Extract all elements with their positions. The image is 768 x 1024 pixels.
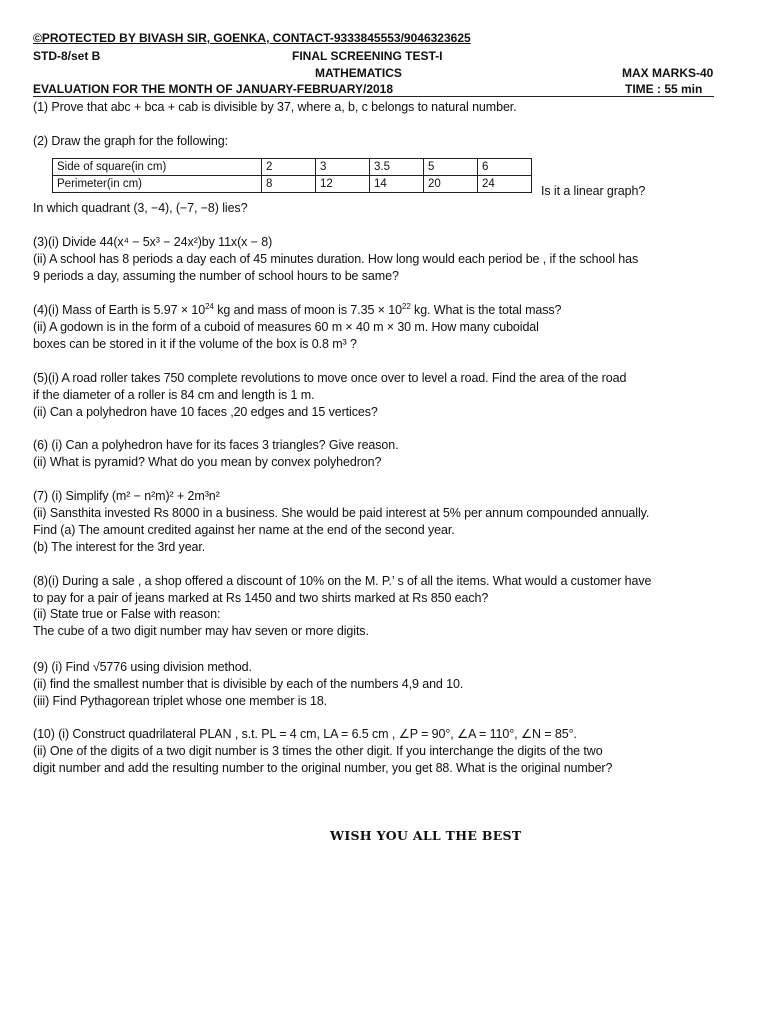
question-9-iii: (iii) Find Pythagorean triplet whose one member is 18. [33, 694, 328, 708]
header-divider [33, 96, 714, 97]
question-4-ii-cont: boxes can be stored in it if the volume of the box is 0.8 m³ ? [33, 337, 357, 351]
question-3-ii: (ii) A school has 8 periods a day each of 45 minutes duration. How long would each period be , if the school has [33, 252, 639, 266]
question-3-i: (3)(i) Divide 44(x⁴ − 5x³ − 24x²)by 11x(x − 8) [33, 235, 273, 249]
table-cell: 5 [424, 159, 478, 176]
question-4-ii: (ii) A godown is in the form of a cuboid of measures 60 m × 40 m × 30 m. How many cuboidal [33, 320, 539, 334]
class-set: STD-8/set B [33, 49, 101, 63]
test-title: FINAL SCREENING TEST-I [292, 49, 443, 63]
table-cell: 20 [424, 176, 478, 193]
question-5-ii: (ii) Can a polyhedron have 10 faces ,20 edges and 15 vertices? [33, 405, 378, 419]
question-8-ii: (ii) State true or False with reason: [33, 607, 221, 621]
q4-text-part: kg and mass of moon is 7.35 × 10 [213, 303, 402, 317]
table-cell: 24 [478, 176, 532, 193]
question-3-ii-cont: 9 periods a day, assuming the number of school hours to be same? [33, 269, 399, 283]
row-label: Side of square(in cm) [53, 159, 262, 176]
question-7-ii-b: (b) The interest for the 3rd year. [33, 540, 206, 554]
side-perimeter-table [52, 158, 532, 193]
question-8-i-cont: to pay for a pair of jeans marked at Rs 1450 and two shirts marked at Rs 850 each? [33, 591, 489, 605]
question-6-i: (6) (i) Can a polyhedron have for its faces 3 triangles? Give reason. [33, 438, 399, 452]
question-9-ii: (ii) find the smallest number that is divisible by each of the numbers 4,9 and 10. [33, 677, 464, 691]
question-7-ii: (ii) Sansthita invested Rs 8000 in a business. She would be paid interest at 5% per annum compounded annually. [33, 506, 650, 520]
question-6-ii: (ii) What is pyramid? What do you mean by convex polyhedron? [33, 455, 382, 469]
copyright-line: ©PROTECTED BY BIVASH SIR, GOENKA, CONTACT-9333845553/9046323625 [33, 31, 471, 45]
table-row [53, 159, 532, 176]
table-cell: 6 [478, 159, 532, 176]
row-label: Perimeter(in cm) [53, 176, 262, 193]
quadrant-question: In which quadrant (3, −4), (−7, −8) lies? [33, 201, 248, 215]
question-10-i: (10) (i) Construct quadrilateral PLAN , s.t. PL = 4 cm, LA = 6.5 cm , ∠P = 90°, ∠A = 110°, ∠N = 85°. [33, 727, 577, 741]
table-row [53, 176, 532, 193]
evaluation-line: EVALUATION FOR THE MONTH OF JANUARY-FEBRUARY/2018 [33, 82, 394, 96]
table-cell: 2 [262, 159, 316, 176]
q4-text-part: (4)(i) Mass of Earth is 5.97 × 10 [33, 303, 206, 317]
question-1: (1) Prove that abc + bca + cab is divisible by 37, where a, b, c belongs to natural number. [33, 100, 517, 114]
table-cell: 14 [370, 176, 424, 193]
table-cell: 3 [316, 159, 370, 176]
question-8-ii-statement: The cube of a two digit number may hav seven or more digits. [33, 624, 369, 638]
time-allowed: TIME : 55 min [625, 82, 703, 96]
subject-title: MATHEMATICS [315, 66, 402, 80]
max-marks: MAX MARKS-40 [622, 66, 714, 80]
question-5-i-cont: if the diameter of a roller is 84 cm and length is 1 m. [33, 388, 315, 402]
question-7-i: (7) (i) Simplify (m² − n²m)² + 2m³n² [33, 489, 220, 503]
question-10-ii-cont: digit number and add the resulting number to the original number, you get 88. What is the original number? [33, 761, 613, 775]
question-7-ii-a: Find (a) The amount credited against her name at the end of the second year. [33, 523, 455, 537]
table-cell: 3.5 [370, 159, 424, 176]
q4-text-part: kg. What is the total mass? [410, 303, 562, 317]
question-8-i: (8)(i) During a sale , a shop offered a discount of 10% on the M. P.’ s of all the items. What would a customer have [33, 574, 652, 588]
question-4-i [33, 302, 561, 319]
question-10-ii: (ii) One of the digits of a two digit number is 3 times the other digit. If you interchange the digits of the two [33, 744, 603, 758]
closing-message: WISH YOU ALL THE BEST [330, 828, 522, 843]
linear-graph-question: Is it a linear graph? [541, 184, 646, 198]
question-9-i: (9) (i) Find √5776 using division method. [33, 660, 252, 674]
q4-exponent: 22 [401, 301, 411, 311]
table-cell: 12 [316, 176, 370, 193]
table-cell: 8 [262, 176, 316, 193]
question-5-i: (5)(i) A road roller takes 750 complete revolutions to move once over to level a road. Find the area of the road [33, 371, 627, 385]
q4-exponent: 24 [205, 301, 214, 311]
question-2: (2) Draw the graph for the following: [33, 134, 229, 148]
